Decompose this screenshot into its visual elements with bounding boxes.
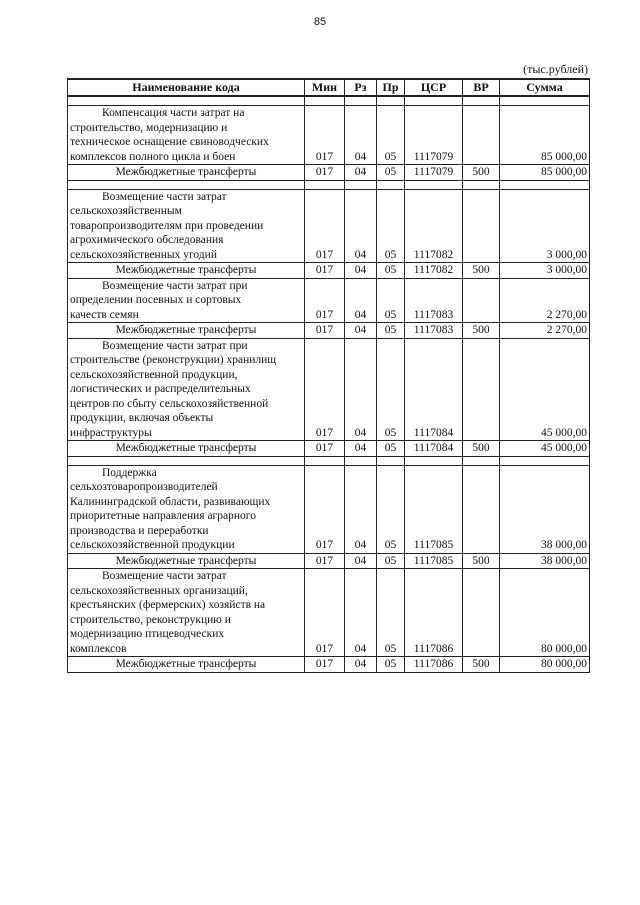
csr-cell: 1117084	[405, 338, 463, 441]
code-name-line: Межбюджетные трансферты	[115, 658, 257, 670]
header-pr: Пр	[377, 79, 405, 96]
rz-cell: 04	[345, 323, 377, 339]
vr-cell: 500	[463, 441, 500, 457]
pr-cell: 05	[377, 189, 405, 263]
code-name-cell	[68, 338, 305, 441]
spacer-cell	[500, 456, 590, 465]
csr-cell: 1117079	[405, 165, 463, 181]
rz-cell: 04	[345, 106, 377, 165]
min-cell: 017	[305, 278, 345, 323]
spacer-row	[68, 456, 590, 465]
spacer-row	[68, 180, 590, 189]
rz-cell: 04	[345, 657, 377, 673]
spacer-cell	[405, 456, 463, 465]
spacer-cell	[463, 456, 500, 465]
spacer-cell	[463, 96, 500, 106]
code-name-cell	[68, 263, 305, 279]
rz-cell: 04	[345, 278, 377, 323]
code-name-line: Межбюджетные трансферты	[115, 264, 257, 276]
spacer-cell	[405, 96, 463, 106]
code-name-line: Калининградской области, развивающих	[70, 495, 271, 508]
code-name-line: агрохимического обследования	[70, 234, 224, 246]
code-name-cell	[68, 189, 305, 263]
min-cell: 017	[305, 323, 345, 339]
code-name-line: товаропроизводителям при проведении	[70, 219, 264, 232]
vr-cell: 500	[463, 323, 500, 339]
min-cell: 017	[305, 189, 345, 263]
program-row	[68, 465, 590, 553]
code-name-line: центров по сбыту сельскохозяйственной	[70, 397, 269, 410]
sum-cell: 2 270,00	[500, 278, 590, 323]
code-name-line: комплексов	[70, 642, 127, 655]
transfer-row	[68, 263, 590, 279]
code-name-cell	[68, 465, 305, 553]
code-name-cell	[68, 278, 305, 323]
header-name: Наименование кода	[68, 79, 305, 96]
sum-cell: 3 000,00	[500, 263, 590, 279]
spacer-cell	[405, 180, 463, 189]
program-row	[68, 569, 590, 657]
pr-cell: 05	[377, 657, 405, 673]
code-name-line: производства и переработки	[70, 524, 209, 537]
sum-cell: 80 000,00	[500, 569, 590, 657]
spacer-cell	[463, 180, 500, 189]
sum-cell: 38 000,00	[500, 465, 590, 553]
sum-cell: 38 000,00	[500, 553, 590, 569]
pr-cell: 05	[377, 106, 405, 165]
program-row	[68, 106, 590, 165]
program-row	[68, 278, 590, 323]
header-sum: Сумма	[500, 79, 590, 96]
code-name-line: качеств семян	[70, 308, 139, 321]
vr-cell	[463, 189, 500, 263]
code-name-cell	[68, 441, 305, 457]
code-name-line: Межбюджетные трансферты	[115, 554, 257, 567]
code-name-line: Межбюджетные трансферты	[115, 324, 257, 336]
pr-cell: 05	[377, 338, 405, 441]
sum-cell: 80 000,00	[500, 657, 590, 673]
sum-cell: 45 000,00	[500, 338, 590, 441]
units-note: (тыс.рублей)	[523, 62, 588, 76]
csr-cell: 1117085	[405, 465, 463, 553]
vr-cell	[463, 278, 500, 323]
pr-cell: 05	[377, 465, 405, 553]
code-name-line: техническое оснащение свиноводческих	[70, 136, 269, 148]
rz-cell: 04	[345, 338, 377, 441]
csr-cell: 1117079	[405, 106, 463, 165]
pr-cell: 05	[377, 569, 405, 657]
code-name-line: строительстве (реконструкции) хранилищ	[70, 354, 277, 366]
spacer-cell	[305, 96, 345, 106]
min-cell: 017	[305, 465, 345, 553]
spacer-cell	[68, 456, 305, 465]
sum-cell: 85 000,00	[500, 106, 590, 165]
code-name-line: Возмещение части затрат при	[102, 279, 248, 292]
csr-cell: 1117085	[405, 553, 463, 569]
code-name-line: инфраструктуры	[70, 426, 152, 439]
code-name-line: Возмещение части затрат	[102, 190, 227, 203]
spacer-cell	[377, 180, 405, 189]
spacer-cell	[68, 180, 305, 189]
code-name-line: сельскохозяйственной продукции,	[70, 368, 238, 381]
vr-cell	[463, 106, 500, 165]
vr-cell	[463, 569, 500, 657]
pr-cell: 05	[377, 553, 405, 569]
min-cell: 017	[305, 263, 345, 279]
rz-cell: 04	[345, 263, 377, 279]
code-name-cell	[68, 323, 305, 339]
pr-cell: 05	[377, 165, 405, 181]
header-csr: ЦСР	[405, 79, 463, 96]
rz-cell: 04	[345, 189, 377, 263]
csr-cell: 1117082	[405, 263, 463, 279]
code-name-cell	[68, 165, 305, 181]
code-name-cell	[68, 657, 305, 673]
code-name-line: Межбюджетные трансферты	[115, 442, 257, 454]
code-name-cell	[68, 569, 305, 657]
spacer-cell	[500, 180, 590, 189]
program-row	[68, 338, 590, 441]
code-name-line: сельскохозяйственных угодий	[70, 248, 217, 261]
min-cell: 017	[305, 657, 345, 673]
csr-cell: 1117086	[405, 569, 463, 657]
spacer-cell	[305, 180, 345, 189]
vr-cell: 500	[463, 553, 500, 569]
rz-cell: 04	[345, 465, 377, 553]
min-cell: 017	[305, 569, 345, 657]
budget-table	[67, 78, 590, 673]
min-cell: 017	[305, 338, 345, 441]
spacer-cell	[377, 96, 405, 106]
page-number: 85	[313, 16, 327, 28]
csr-cell: 1117084	[405, 441, 463, 457]
code-name-line: крестьянских (фермерских) хозяйств на	[70, 599, 266, 611]
code-name-line: строительство, реконструкцию и	[70, 613, 231, 626]
rz-cell: 04	[345, 165, 377, 181]
spacer-cell	[345, 456, 377, 465]
csr-cell: 1117083	[405, 278, 463, 323]
transfer-row	[68, 323, 590, 339]
code-name-line: комплексов полного цикла и боен	[70, 150, 236, 163]
rz-cell: 04	[345, 553, 377, 569]
program-row	[68, 189, 590, 263]
vr-cell: 500	[463, 263, 500, 279]
csr-cell: 1117086	[405, 657, 463, 673]
code-name-cell	[68, 106, 305, 165]
pr-cell: 05	[377, 323, 405, 339]
csr-cell: 1117083	[405, 323, 463, 339]
code-name-line: Компенсация части затрат на	[102, 107, 245, 119]
vr-cell	[463, 465, 500, 553]
rz-cell: 04	[345, 441, 377, 457]
code-name-line: Возмещение части затрат при	[102, 339, 248, 352]
header-vr: ВР	[463, 79, 500, 96]
code-name-line: Поддержка	[102, 466, 157, 479]
header-rz: Рз	[345, 79, 377, 96]
pr-cell: 05	[377, 441, 405, 457]
code-name-line: сельхозтоваропроизводителей	[70, 481, 218, 493]
spacer-cell	[68, 96, 305, 106]
transfer-row	[68, 553, 590, 569]
code-name-line: сельскохозяйственной продукции	[70, 539, 235, 551]
code-name-line: сельскохозяйственных организаций,	[70, 584, 248, 597]
sum-cell: 85 000,00	[500, 165, 590, 181]
spacer-cell	[500, 96, 590, 106]
table-body	[68, 96, 590, 672]
pr-cell: 05	[377, 278, 405, 323]
min-cell: 017	[305, 106, 345, 165]
vr-cell: 500	[463, 657, 500, 673]
spacer-cell	[305, 456, 345, 465]
spacer-cell	[377, 456, 405, 465]
code-name-line: Межбюджетные трансферты	[115, 166, 257, 178]
min-cell: 017	[305, 553, 345, 569]
code-name-cell	[68, 553, 305, 569]
min-cell: 017	[305, 165, 345, 181]
code-name-line: строительство, модернизацию и	[70, 121, 228, 134]
sum-cell: 45 000,00	[500, 441, 590, 457]
code-name-line: сельскохозяйственным	[70, 205, 182, 217]
code-name-line: приоритетные направления аграрного	[70, 510, 256, 522]
vr-cell: 500	[463, 165, 500, 181]
spacer-cell	[345, 96, 377, 106]
code-name-line: Возмещение части затрат	[102, 570, 227, 582]
rz-cell: 04	[345, 569, 377, 657]
code-name-line: продукции, включая объекты	[70, 412, 214, 424]
code-name-line: логистических и распределительных	[70, 383, 251, 395]
pr-cell: 05	[377, 263, 405, 279]
code-name-line: определении посевных и сортовых	[70, 294, 242, 306]
table-header-row	[68, 79, 590, 96]
csr-cell: 1117082	[405, 189, 463, 263]
transfer-row	[68, 165, 590, 181]
sum-cell: 3 000,00	[500, 189, 590, 263]
code-name-line: модернизацию птицеводческих	[70, 628, 225, 640]
transfer-row	[68, 657, 590, 673]
header-min: Мин	[305, 79, 345, 96]
transfer-row	[68, 441, 590, 457]
sum-cell: 2 270,00	[500, 323, 590, 339]
min-cell: 017	[305, 441, 345, 457]
spacer-cell	[345, 180, 377, 189]
spacer-row	[68, 96, 590, 106]
vr-cell	[463, 338, 500, 441]
